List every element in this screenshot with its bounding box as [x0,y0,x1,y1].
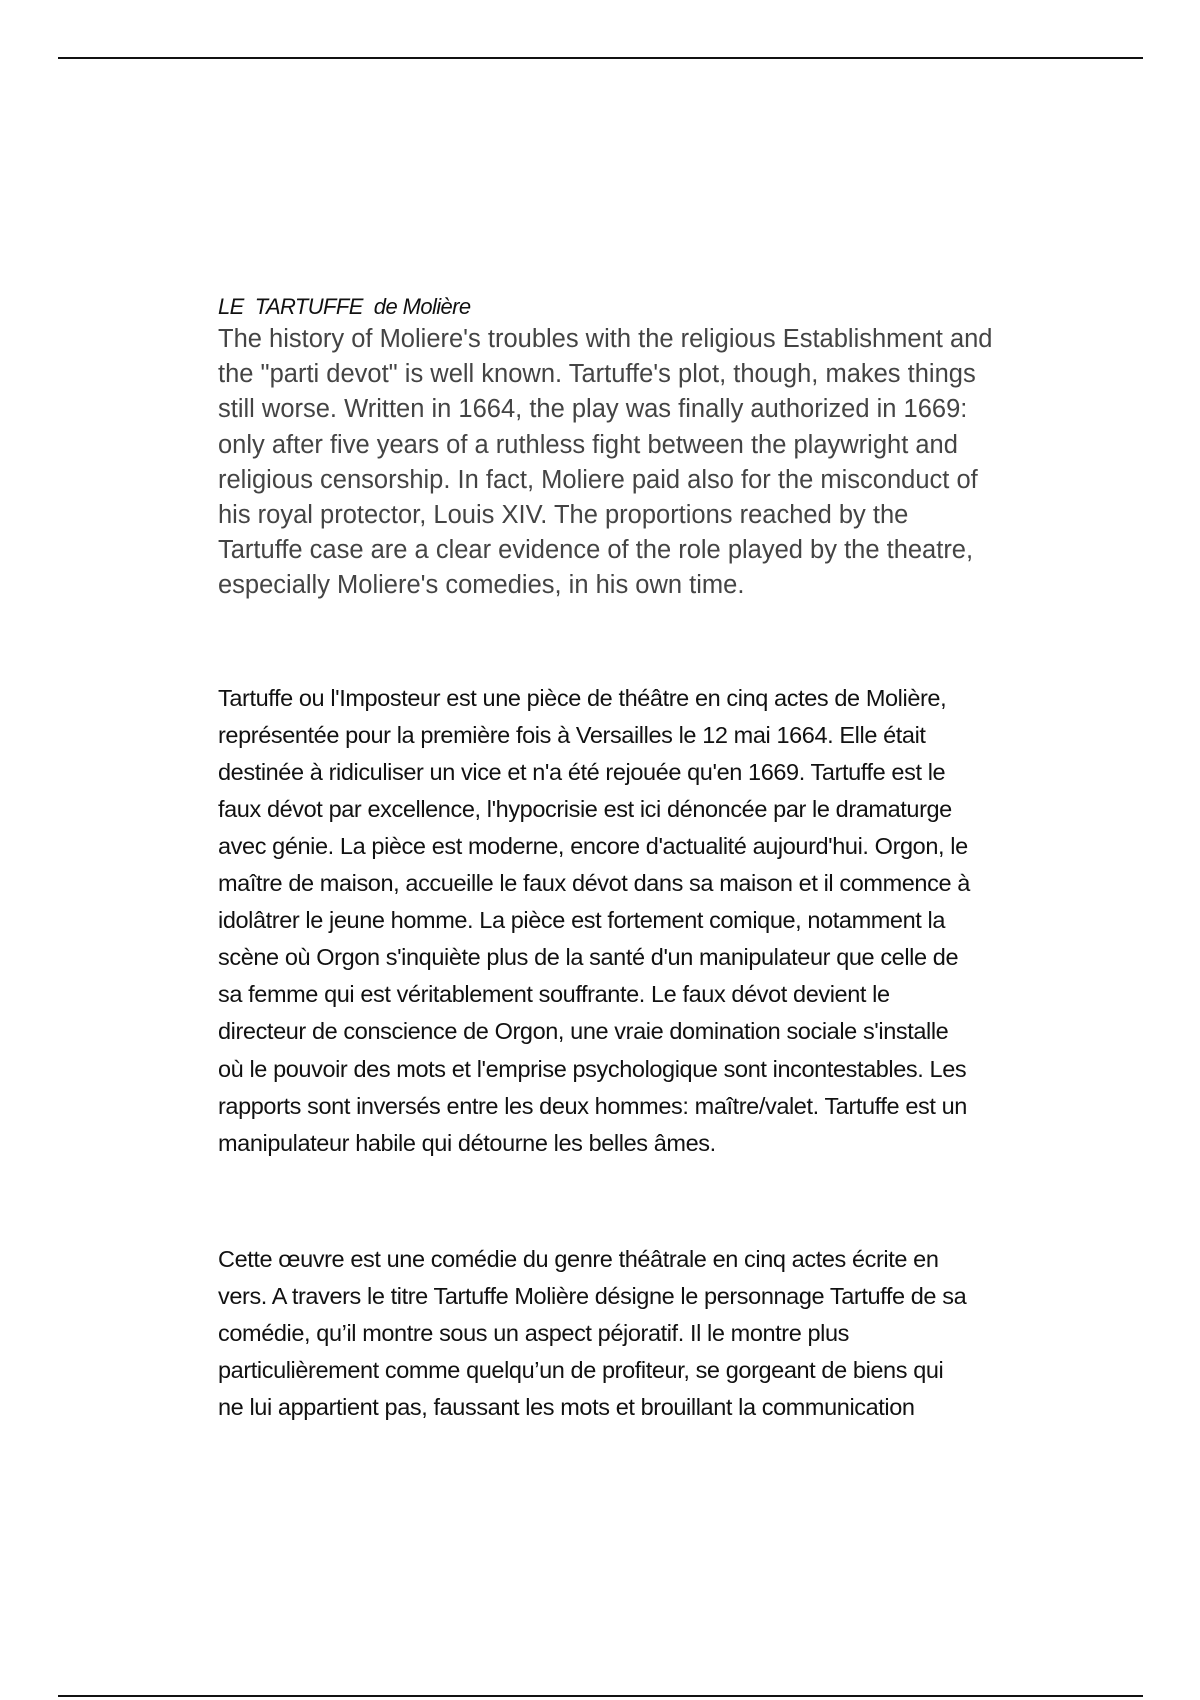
footer-rule [58,1695,1143,1697]
intro-line: especially Moliere's comedies, in his own time. [218,571,745,600]
paragraph-line: manipulateur habile qui détourne les belles âmes. [218,1129,716,1156]
intro-line: religious censorship. In fact, Moliere paid also for the misconduct of [218,465,978,494]
paragraph-line: rapports sont inversés entre les deux hommes: maître/valet. Tartuffe est un [218,1092,967,1119]
paragraph-line: sa femme qui est véritablement souffrante. Le faux dévot devient le [218,981,890,1008]
paragraph-line: représentée pour la première fois à Versailles le 12 mai 1664. Elle était [218,721,926,748]
intro-paragraph [218,322,1098,604]
document-title: LE TARTUFFE de Molière [218,294,471,319]
paragraph-line: où le pouvoir des mots et l'emprise psychologique sont incontestables. Les [218,1055,967,1082]
paragraph-comedy-analysis [218,1241,1098,1426]
intro-line: his royal protector, Louis XIV. The proportions reached by the [218,501,909,530]
intro-line: Tartuffe case are a clear evidence of the role played by the theatre, [218,536,974,565]
intro-line: the "parti devot" is well known. Tartuffe's plot, though, makes things [218,360,976,389]
paragraph-line: maître de maison, accueille le faux dévot dans sa maison et il commence à [218,870,970,897]
paragraph-line: directeur de conscience de Orgon, une vraie domination sociale s'installe [218,1018,949,1045]
paragraph-line: faux dévot par excellence, l'hypocrisie est ici dénoncée par le dramaturge [218,795,952,822]
paragraph-line: idolâtrer le jeune homme. La pièce est fortement comique, notamment la [218,907,946,934]
paragraph-line: ne lui appartient pas, faussant les mots et brouillant la communication [218,1394,915,1421]
header-rule [58,57,1143,59]
paragraph-line: comédie, qu’il montre sous un aspect péjoratif. Il le montre plus [218,1320,850,1347]
paragraph-line: particulièrement comme quelqu’un de profiteur, se gorgeant de biens qui [218,1357,944,1384]
paragraph-line: Cette œuvre est une comédie du genre théâtrale en cinq actes écrite en [218,1245,939,1272]
document-body [218,292,1098,1426]
paragraph-line: Tartuffe ou l'Imposteur est une pièce de théâtre en cinq actes de Molière, [218,684,947,711]
intro-line: only after five years of a ruthless fight between the playwright and [218,430,958,459]
intro-line: The history of Moliere's troubles with the religious Establishment and [218,325,993,353]
paragraph-line: avec génie. La pièce est moderne, encore d'actualité aujourd'hui. Orgon, le [218,833,968,859]
paragraph-line: destinée à ridiculiser un vice et n'a été rejouée qu'en 1669. Tartuffe est le [218,758,946,785]
paragraph-line: scène où Orgon s'inquiète plus de la santé d'un manipulateur que celle de [218,944,959,971]
paragraph-line: vers. A travers le titre Tartuffe Molière désigne le personnage Tartuffe de sa [218,1282,967,1309]
intro-line: still worse. Written in 1664, the play was finally authorized in 1669: [218,395,968,424]
paragraph-tartuffe-summary [218,680,1098,1162]
